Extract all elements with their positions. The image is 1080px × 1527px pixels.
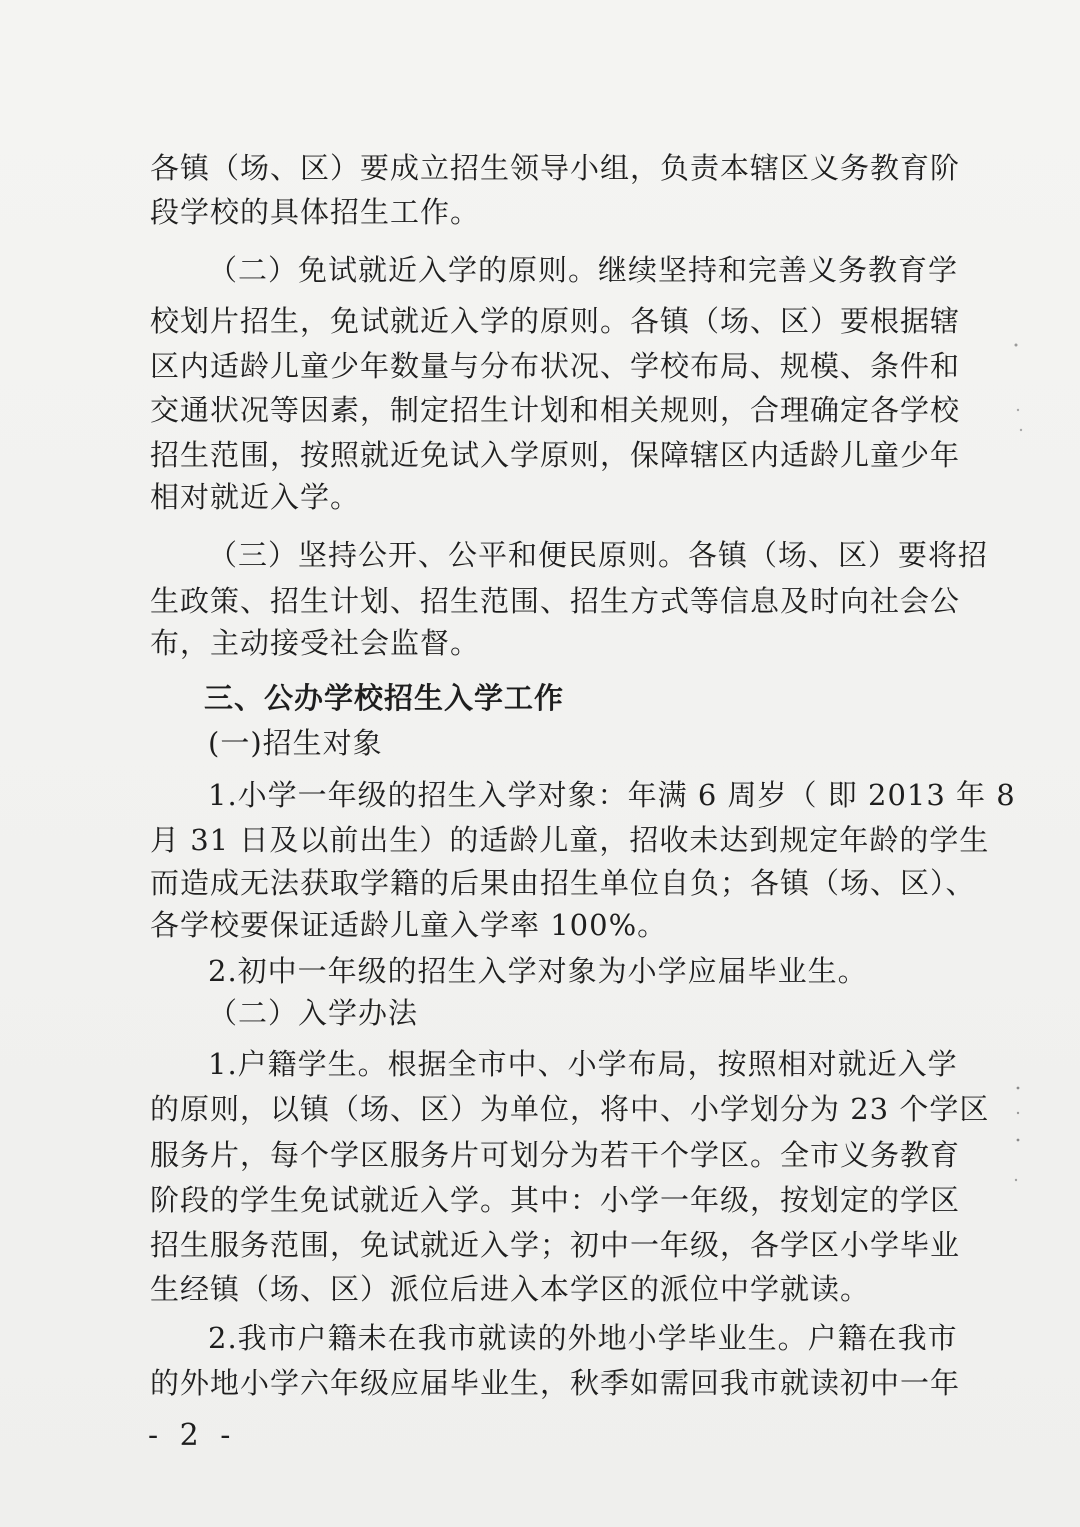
- scan-speck: [1015, 344, 1018, 347]
- body-line: 的外地小学六年级应届毕业生，秋季如需回我市就读初中一年: [150, 1366, 961, 1400]
- body-line: 区内适龄儿童少年数量与分布状况、学校布局、规模、条件和: [150, 349, 961, 383]
- body-line: 校划片招生，免试就近入学的原则。各镇（场、区）要根据辖: [150, 304, 961, 338]
- body-line: 交通状况等因素，制定招生计划和相关规则，合理确定各学校: [150, 393, 961, 427]
- scan-speck: [1017, 1139, 1020, 1142]
- body-line: 招生服务范围，免试就近入学；初中一年级，各学区小学毕业: [150, 1228, 961, 1262]
- scan-speck: [1015, 1179, 1017, 1181]
- body-line: 招生范围，按照就近免试入学原则，保障辖区内适龄儿童少年: [150, 438, 961, 472]
- body-line: 的原则，以镇（场、区）为单位，将中、小学划分为 23 个学区: [150, 1092, 990, 1126]
- body-line: 而造成无法获取学籍的后果由招生单位自负；各镇（场、区）、: [150, 866, 976, 900]
- body-line: 1.小学一年级的招生入学对象：年满 6 周岁（ 即 2013 年 8: [208, 778, 1016, 812]
- body-line: 各学校要保证适龄儿童入学率 100%。: [150, 908, 668, 942]
- subsection-heading: (一)招生对象: [208, 726, 383, 760]
- scan-speck: [1017, 1112, 1019, 1114]
- page-number: - 2 -: [148, 1418, 237, 1453]
- body-line: 生政策、招生计划、招生范围、招生方式等信息及时向社会公: [150, 584, 961, 618]
- body-line: 2.我市户籍未在我市就读的外地小学毕业生。户籍在我市: [208, 1321, 958, 1355]
- body-line: 服务片，每个学区服务片可划分为若干个学区。全市义务教育: [150, 1138, 961, 1172]
- section-heading: 三、公办学校招生入学工作: [204, 681, 565, 715]
- body-line: 布，主动接受社会监督。: [150, 626, 481, 660]
- body-line: 阶段的学生免试就近入学。其中：小学一年级，按划定的学区: [150, 1183, 961, 1217]
- body-line: 月 31 日及以前出生）的适龄儿童，招收未达到规定年龄的学生: [150, 823, 990, 857]
- body-line: 段学校的具体招生工作。: [150, 195, 481, 229]
- scan-speck: [1020, 429, 1022, 431]
- body-line: 相对就近入学。: [150, 480, 361, 514]
- scan-speck: [1017, 1087, 1020, 1090]
- subsection-heading: （二）入学办法: [208, 996, 419, 1030]
- body-line: （二）免试就近入学的原则。继续坚持和完善义务教育学: [208, 253, 959, 287]
- body-line: （三）坚持公开、公平和便民原则。各镇（场、区）要将招: [208, 538, 989, 572]
- body-line: 各镇（场、区）要成立招生领导小组，负责本辖区义务教育阶: [150, 151, 961, 185]
- body-line: 2.初中一年级的招生入学对象为小学应届毕业生。: [208, 954, 868, 988]
- body-line: 生经镇（场、区）派位后进入本学区的派位中学就读。: [150, 1272, 871, 1306]
- body-line: 1.户籍学生。根据全市中、小学布局，按照相对就近入学: [208, 1047, 958, 1081]
- scan-speck: [1017, 409, 1019, 411]
